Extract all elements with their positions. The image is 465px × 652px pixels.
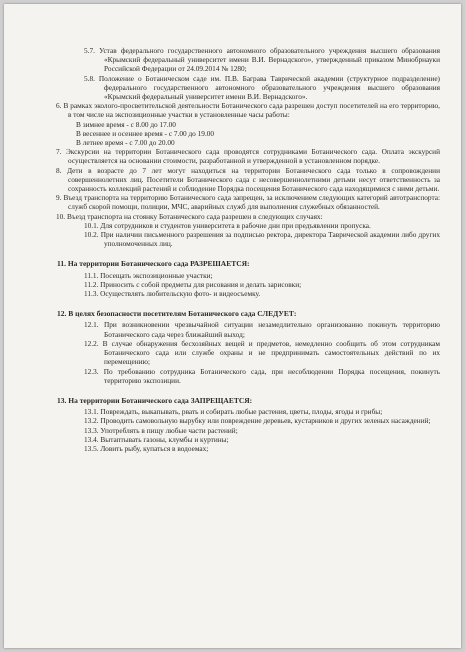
paragraph-13-3: 13.3. Употреблять в пищу любые части растений; <box>84 425 238 435</box>
paragraph-5-8: 5.8. Положение о Ботаническом саде им. П.В. Баграва Таврической академии (структурное подразделение) федерального государственного автономного образовательного учреждения высшего образования «Крымский федеральный университет имени В.И. Вернадского». <box>84 73 440 102</box>
paragraph-12-1: 12.1. При возникновении чрезвычайной ситуации незамедлительно организованно покинуть территорию Ботанического сада через ближайший выход; <box>84 320 440 339</box>
heading-11: 11. На территории Ботанического сада РАЗРЕШАЕТСЯ: <box>57 259 250 269</box>
paragraph-11-1: 11.1. Посещать экспозиционные участки; <box>84 270 213 280</box>
paragraph-11-3: 11.3. Осуществлять любительскую фото- и видеосъемку. <box>84 289 261 299</box>
paragraph-13-5: 13.5. Ловить рыбу, купаться в водоемах; <box>84 443 209 453</box>
heading-12: 12. В целях безопасности посетителям Ботанического сада СЛЕДУЕТ: <box>57 309 297 319</box>
schedule-spring-autumn: В весеннее и осеннее время - с 7.00 до 19.00 <box>76 128 215 138</box>
paragraph-12-2: 12.2. В случае обнаружения бесхозяйных вещей и предметов, немедленно сообщить об этом сотрудникам Ботанического сада или службе охраны и не предпринимать самостоятельных действий по их перемещению; <box>84 338 440 367</box>
paragraph-13-2: 13.2. Проводить самовольную вырубку или повреждение деревьев, кустарников и других зеленых насаждений; <box>84 416 431 426</box>
paragraph-13-1: 13.1. Повреждать, выкапывать, рвать и собирать любые растения, цветы, плоды, ягоды и грибы; <box>84 407 383 417</box>
paragraph-6: 6. В рамках эколого-просветительской деятельности Ботанического сада разрешен доступ посетителей на его территорию, в том числе на экспозиционные участки в установленные часы работы: <box>56 101 440 120</box>
paragraph-10-2: 10.2. При наличии письменного разрешения за подписью ректора, директора Таврической академии либо других уполномоченных лиц. <box>84 230 440 249</box>
paragraph-11-2: 11.2. Приносить с собой предметы для рисования и делать зарисовки; <box>84 279 302 289</box>
paragraph-10-1: 10.1. Для сотрудников и студентов университета в рабочие дни при предъявлении пропуска. <box>84 220 371 230</box>
document-page <box>4 4 461 648</box>
paragraph-9: 9. Въезд транспорта на территорию Ботанического сада запрещен, за исключением следующих категорий автотранспорта: служб скорой помощи, полиции, МЧС, аварийных служб для выполнения служебных обязанностей. <box>56 193 440 212</box>
paragraph-12-3: 12.3. По требованию сотрудника Ботанического сада, при несоблюдении Порядка посещения, покинуть территорию экспозиции. <box>84 366 440 385</box>
paragraph-7: 7. Экскурсии на территории Ботанического сада проводятся сотрудниками Ботанического сада. Оплата экскурсий осуществляется на основании стоимости, разработанной и утвержденной в установленном порядке. <box>56 147 440 166</box>
schedule-winter: В зимнее время - с 8.00 до 17.00 <box>76 119 176 129</box>
paragraph-5-7: 5.7. Устав федерального государственного автономного образовательного учреждения высшего образования «Крымский федеральный университет имени В.И. Вернадского», утвержденный приказом Минобрнауки Российской Федерации от 24.09.2014 № 1280; <box>84 46 440 74</box>
schedule-summer: В летнее время - с 7.00 до 20.00 <box>76 138 175 148</box>
document-body <box>48 46 440 453</box>
paragraph-10: 10. Въезд транспорта на стоянку Ботанического сада разрешен в следующих случаях: <box>56 211 323 221</box>
paragraph-13-4: 13.4. Вытаптывать газоны, клумбы и куртины; <box>84 434 229 444</box>
paragraph-8: 8. Дети в возрасте до 7 лет могут находиться на территории Ботанического сада только в сопровождении совершеннолетних лиц. Посетители Ботанического сада с несовершеннолетними детьми несут ответственность за сохранность коллекций растений и соблюдение Порядка посещения Ботанического сада находящимися с ними детьми. <box>56 165 440 194</box>
heading-13: 13. На территории Ботанического сада ЗАПРЕЩАЕТСЯ: <box>57 395 253 405</box>
